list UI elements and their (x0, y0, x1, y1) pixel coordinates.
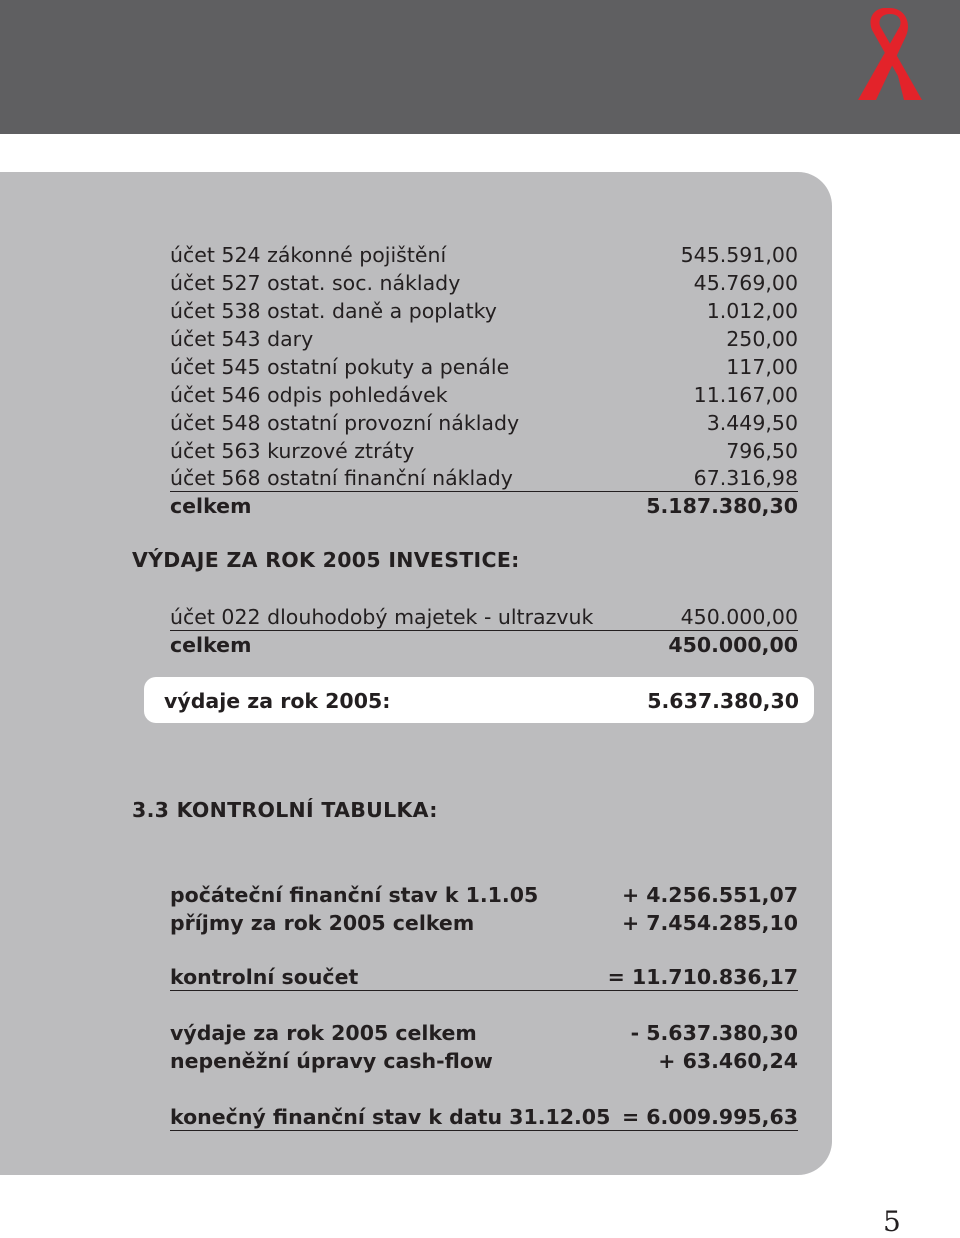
red-ribbon-icon (848, 6, 934, 102)
row-value: + 4.256.551,07 (621, 883, 798, 907)
investment-heading: VÝDAJE ZA ROK 2005 INVESTICE: (132, 548, 520, 572)
control-final-row (170, 1102, 798, 1131)
row-label: účet 527 ostat. soc. náklady (170, 271, 461, 295)
page-number: 5 (883, 1205, 901, 1238)
row-value: 5.187.380,30 (646, 494, 798, 518)
row-label: příjmy za rok 2005 celkem (170, 911, 475, 935)
header-band (0, 0, 960, 134)
control-row (170, 1046, 798, 1074)
row-value: + 7.454.285,10 (621, 911, 798, 935)
year-total-row (164, 686, 799, 714)
row-label: účet 538 ostat. daně a poplatky (170, 299, 497, 323)
row-value: + 63.460,24 (658, 1049, 798, 1073)
row-label: počáteční finanční stav k 1.1.05 (170, 883, 539, 907)
expense-row (170, 324, 798, 352)
row-label: kontrolní součet (170, 965, 359, 989)
control-heading: 3.3 KONTROLNÍ TABULKA: (132, 798, 438, 822)
control-sum-row (170, 962, 798, 991)
row-label: celkem (170, 633, 252, 657)
expense-row (170, 436, 798, 464)
row-label: účet 545 ostatní pokuty a penále (170, 355, 510, 379)
row-value: 45.769,00 (693, 271, 798, 295)
expense-row (170, 268, 798, 296)
year-total-box (144, 677, 814, 723)
expense-row (170, 463, 798, 492)
row-label: výdaje za rok 2005 celkem (170, 1021, 477, 1045)
row-value: = 6.009.995,63 (621, 1105, 798, 1129)
row-value: 545.591,00 (680, 243, 798, 267)
row-label: účet 568 ostatní finanční náklady (170, 466, 513, 490)
expense-total-row (170, 491, 798, 519)
expense-row (170, 380, 798, 408)
expense-row (170, 408, 798, 436)
row-label: účet 022 dlouhodobý majetek - ultrazvuk (170, 605, 594, 629)
expense-row (170, 296, 798, 324)
row-value: 450.000,00 (668, 633, 798, 657)
row-value: 1.012,00 (706, 299, 798, 323)
row-label: účet 524 zákonné pojištění (170, 243, 447, 267)
row-label: účet 543 dary (170, 327, 314, 351)
control-row (170, 1018, 798, 1046)
control-row (170, 880, 798, 908)
row-value: 796,50 (726, 439, 798, 463)
row-value: 5.637.380,30 (647, 689, 799, 713)
row-value: 67.316,98 (693, 466, 798, 490)
row-value: = 11.710.836,17 (607, 965, 798, 989)
row-value: 117,00 (726, 355, 798, 379)
row-label: celkem (170, 494, 252, 518)
expense-row (170, 240, 798, 268)
row-value: - 5.637.380,30 (630, 1021, 798, 1045)
control-row (170, 908, 798, 936)
row-label: účet 546 odpis pohledávek (170, 383, 448, 407)
row-value: 450.000,00 (680, 605, 798, 629)
row-value: 250,00 (726, 327, 798, 351)
row-label: konečný finanční stav k datu 31.12.05 (170, 1105, 611, 1129)
row-label: účet 548 ostatní provozní náklady (170, 411, 520, 435)
row-label: účet 563 kurzové ztráty (170, 439, 415, 463)
expense-row (170, 352, 798, 380)
investment-total-row (170, 630, 798, 658)
row-value: 11.167,00 (693, 383, 798, 407)
row-value: 3.449,50 (706, 411, 798, 435)
row-label: nepeněžní úpravy cash-flow (170, 1049, 493, 1073)
investment-row (170, 602, 798, 631)
row-label: výdaje za rok 2005: (164, 689, 391, 713)
